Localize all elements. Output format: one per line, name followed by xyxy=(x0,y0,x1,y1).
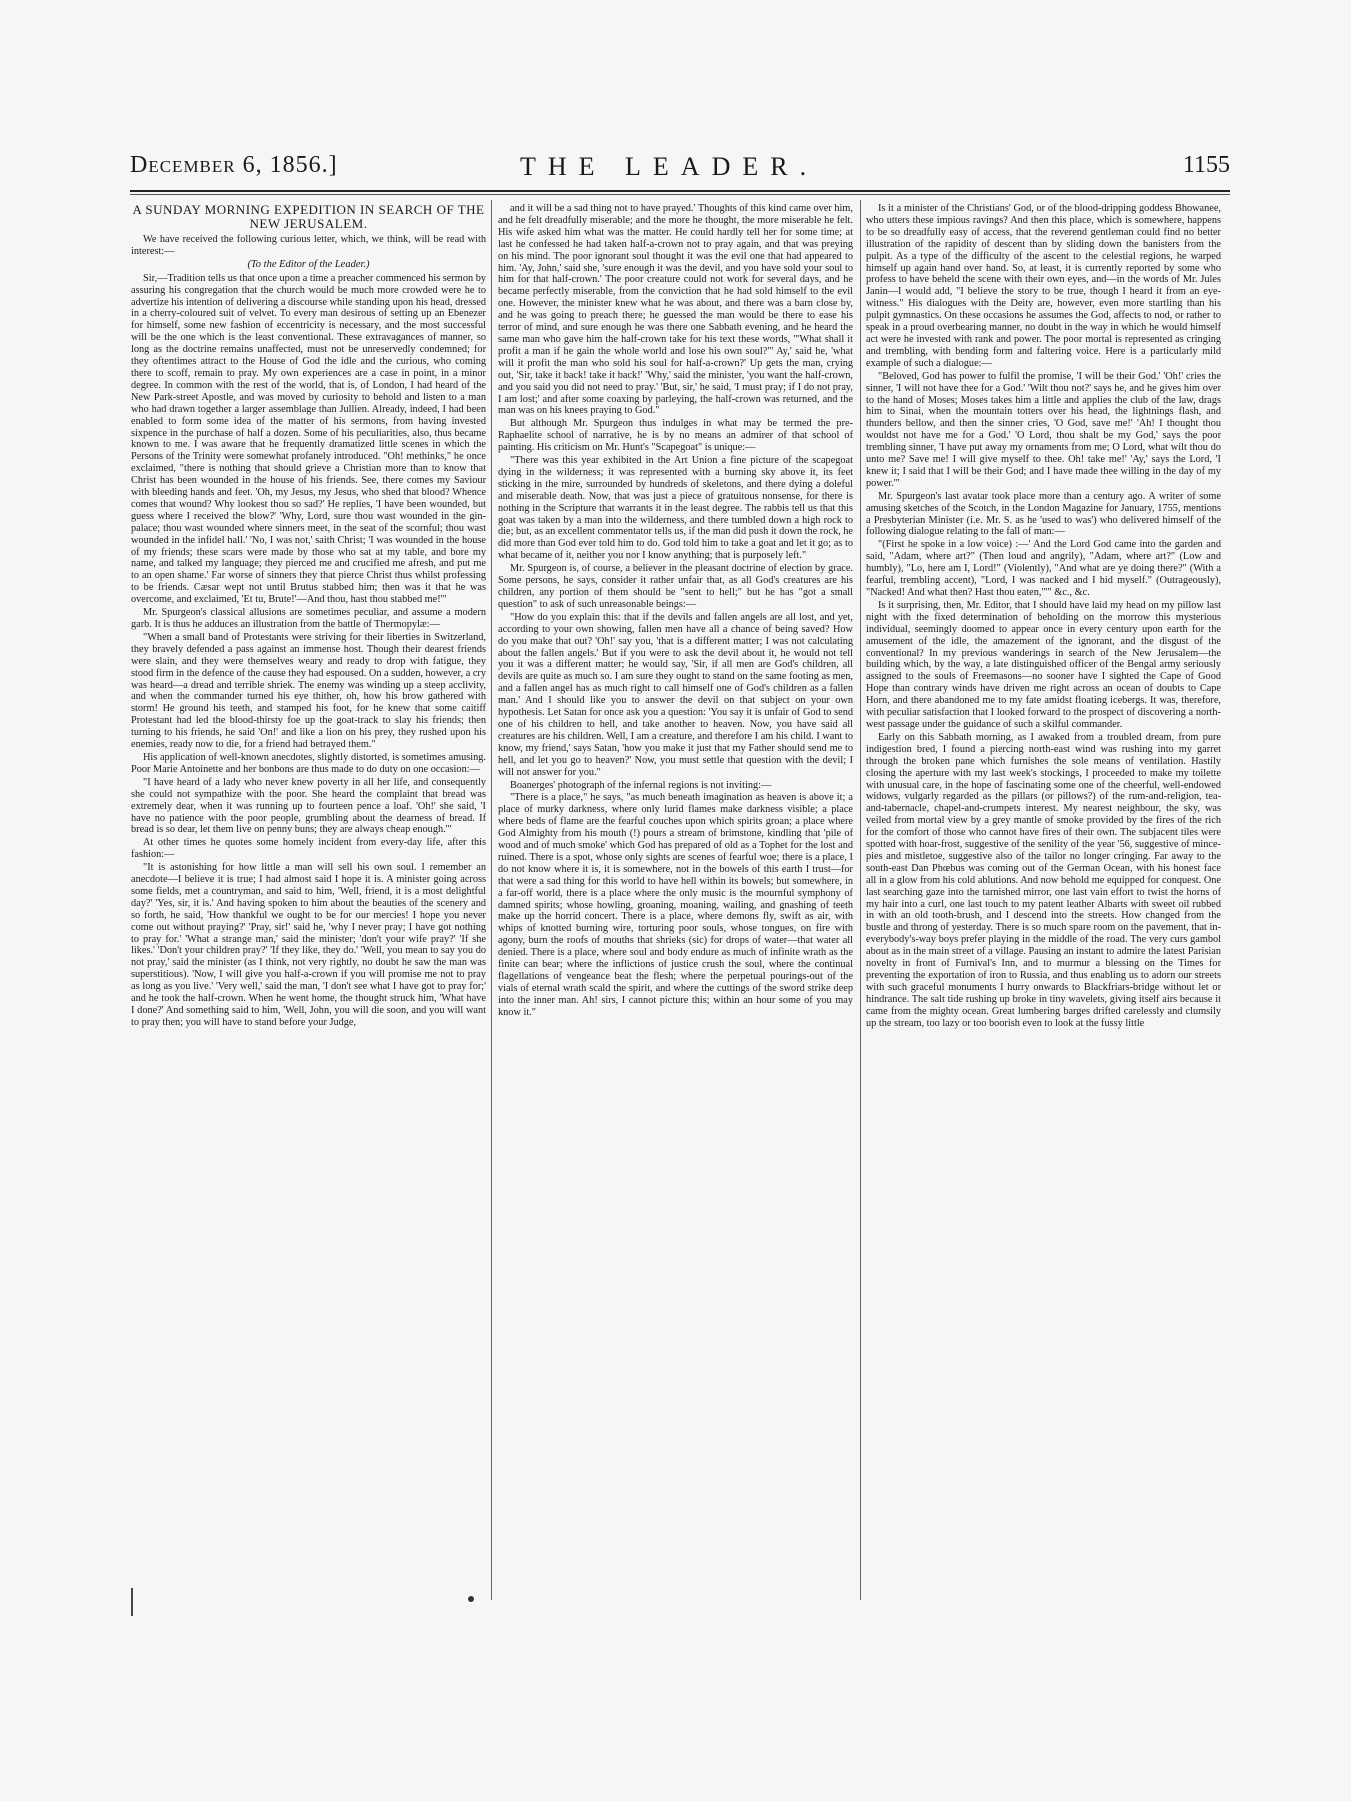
paragraph: Mr. Spurgeon's classical allusions are sometimes peculiar, and assume a modern garb. It is thus he adduces an illustration from the battle of Thermopylæ:— xyxy=(131,607,486,630)
paragraph: Early on this Sabbath morning, as I awaked from a troubled dream, from pure indigestion bred, I found a piercing north-east wind was rushing into my garret through the broken pane which furnishes the sole means of ventilation. Hastily closing the aperture with my last week's stockings, I proceeded to make my toilette with unusual care, in the hope of fascinating some one of the cheerful, well-endowed widows, vulgarly regarded as the pillars (or pillows?) of the rum-and-religion, tea-and-tabernacle, chapel-and-crumpets interest. My nearest neighbour, the sky, was veiled from mortal view by a grey mantle of smoke provided by the fires of the rich for the comfort of those who cannot have fires of their own. The subjacent tiles were spotted with hoar-frost, suggestive of the senility of the year '56, suggestive of mince-pies and mistletoe, suggestive also of the tailor no longer cringing. Far away to the south-east Dan Phœbus was coming out of the German Ocean, with his honest face all in a glow from his cold ablutions. And now behold me equipped for conquest. One last searching gaze into the tarnished mirror, one last vain effort to twist the horns of my hair into a curl, one last touch to my patent leather Albarts with sweet oil rubbed in with an old tooth-brush, and I descend into the streets. How changed from the bustle and throng of yesterday. There is so much spare room on the pavement, that in-everybody's-way boys prefer playing in the middle of the road. The very curs gambol about as in the main street of a village. Pausing an instant to admire the latest Parisian novelty in front of Furnival's Inn, and to murmur a blessing on the Times for preventing the exportation of iron to Russia, and thus enabling us to adorn our streets with such graceful monuments I hurry onwards to Blackfriars-bridge without let or hindrance. The salt tide rushing up broke in tiny wavelets, giving itself airs because it came from the mighty ocean. Great lumbering barges drifted carelessly and clumsily up the stream, too lazy or too boorish even to look at the fussy little xyxy=(866,731,1221,1029)
column-divider xyxy=(860,200,861,1600)
paragraph: "There was this year exhibited in the Art Union a fine picture of the scapegoat dying in the wilderness; it was represented with a burning sky above it, its feet sticking in the mire, surrounded by hundreds of skeletons, and there dying a doleful and miserable death. Now, that was just a piece of gratuitous nonsense, for there is nothing in the Scripture that warrants it in the least degree. The rabbis tell us that this goat was taken by a man into the wilderness, and there tumbled down a high rock to die; but, as an excellent commentator tells us, if the man did push it down the rock, he did more than God ever told him to do. God told him to take a goat and let it go; as to what became of it, neither you nor I know anything; that is purposely left." xyxy=(498,455,853,562)
paragraph: "When a small band of Protestants were striving for their liberties in Switzerland, they bravely defended a pass against an immense host. Though their dearest friends were slain, and they were themselves weary and ready to drop with fatigue, they stood firm in the defence of the cause they had espoused. On a sudden, however, a cry was heard—a dread and terrible shriek. The enemy was winding up a steep acclivity, and when the commander turned his eye thither, oh, how his brow gathered with storm! He ground his teeth, and stamped his foot, for he knew that some caitiff Protestant had led the blood-thirsty foe up the goat-track to slay his friends; then turning to his friends, he said 'On!' and like a lion on his prey, they rushed upon his enemies, ready now to die, for a friend had betrayed them." xyxy=(131,631,486,751)
header-rule xyxy=(130,190,1230,192)
paragraph: Sir,—Tradition tells us that once upon a time a preacher commenced his sermon by assuring his congregation that the church would be much more crowded were he to advertize his intention of delivering a discourse while standing upon his head, dressed in a cherry-coloured suit of velvet. To every man desirous of setting up an Ebenezer for himself, some new fashion of eccentricity is necessary, and the most successful will be the one which is the least conventional. These extravagances of manner, so long as the doctrine remains unaffected, must not be unreservedly condemned; for they oftentimes attract to the House of God the idle and the curious, who coming there to scoff, remain to pray. My own experiences are a case in point, in a minor degree. In common with the rest of the world, that is, of London, I had heard of the New Park-street Apostle, and was moved by curiosity to behold and listen to a man who had drawn together a larger assemblage than Jullien. Already, indeed, I had been enabled to form some idea of the matter of his sermons, from having invested sixpence in the purchase of half a dozen. Some of his peculiarities, also, thus became known to me. I was aware that he frequently dramatized little scenes in which the Persons of the Trinity were somewhat profanely introduced. "Oh! methinks," he once exclaimed, "there is nothing that should grieve a Christian more than to know that Christ has been wounded in the house of his friends. See, there comes my Saviour with bleeding hands and feet. 'Oh, my Jesus, my Jesus, who shed that blood? Whence comes that wound? Why lookest thou so sad?' He replies, 'I have been wounded, but guess where I received the blow?' 'Why, Lord, sure thou wast wounded in the gin-palace; thou wast wounded where sinners meet, in the seat of the scornful; thou wast wounded in the infidel hall.' 'No, I was not,' saith Christ; 'I was wounded in the house of my friends; these scars were made by those who sat at my table, and bore my name, and talked my language; they pierced me and crucified me afresh, and put me to an open shame.' Far worse of sinners they that pierce Christ thus whilst professing to be friends. Cæsar wept not until Brutus stabbed him; then was it that he was overcome, and exclaimed, 'Et tu, Brute!'—And thou, hast thou stabbed me!'" xyxy=(131,272,486,606)
paragraph: "How do you explain this: that if the devils and fallen angels are all lost, and yet, according to your own showing, fallen men have all a chance of being saved? How do you make that out? 'Oh!' say you, 'that is a different matter; I was not calculating about the fallen angels.' But if you were to ask the devil about it, he would not tell you it was a different matter; he would say, 'Sir, if all men are God's children, all devils are quite as much so. I am sure they ought to stand on the same footing as men, and a fallen angel has as much right to call himself one of God's children as a fallen man.' And I should like you to answer the devil on that subject on your own hypothesis. Let Satan for once ask you a question: 'You say it is unfair of God to send one of his children to hell, and take another to heaven. Now, you have said all creatures are his children. Well, I am a creature, and therefore I am his child. I want to know, my friend,' says Satan, 'how you make it just that my Father should send me to hell, and let you go to heaven?' Now, you must settle that question with the devil; I will not answer for you." xyxy=(498,611,853,778)
article-title: A SUNDAY MORNING EXPEDITION IN SEARCH OF THE NEW JERUSALEM. xyxy=(132,203,485,231)
paragraph: At other times he quotes some homely incident from every-day life, after this fashion:— xyxy=(131,837,486,861)
header-rule-thin xyxy=(130,194,1230,195)
column-1 xyxy=(131,203,486,1603)
column-3 xyxy=(866,203,1221,1603)
paragraph: Is it surprising, then, Mr. Editor, that I should have laid my head on my pillow last night with the fixed determination of beholding on the morrow this mysterious individual, seemingly doomed to appear once in every century upon earth for the amusement of the idle, the amazement of the ignorant, and the disgust of the conventional? In my previous wanderings in search of the New Jerusalem—the building which, by the way, a late distinguished officer of the Bengal army seriously assigned to the souls of Freemasons—no sooner have I sighted the Cape of Good Hope than contrary winds have driven me right across an ocean of doubts to Cape Horn, and there abandoned me to my fate amidst floating icebergs. It was, therefore, with peculiar satisfaction that I looked forward to the prospect of discovering a north-west passage under the guidance of such a skilful commander. xyxy=(866,599,1221,730)
ink-mark xyxy=(468,1596,474,1602)
page-header xyxy=(130,150,1230,190)
paragraph: Mr. Spurgeon's last avatar took place more than a century ago. A writer of some amusing sketches of the Scotch, in the London Magazine for January, 1755, mentions a Presbyterian Minister (i.e. Mr. S. as he 'used to was') who delivered himself of the following dialogue relating to the fall of man:— xyxy=(866,490,1221,538)
article-intro: We have received the following curious letter, which, we think, will be read with interest:— xyxy=(131,234,486,257)
paragraph: "Beloved, God has power to fulfil the promise, 'I will be their God.' 'Oh!' cries the sinner, 'I will not have thee for a God.' 'Wilt thou not?' says he, and he gives him over to the hand of Moses; Moses takes him a little and applies the club of the law, drags him to Sinai, when the mountain totters over his head, the lightnings flash, and thunders bellow, and then the sinner cries, 'O God, save me!' 'Ah! I thought thou wouldst not have me for a God.' 'O Lord, thou shalt be my God,' says the poor trembling sinner, 'I have put away my ornaments from me; O Lord, what wilt thou do unto me? Save me! I will give myself to thee. Oh! take me!' 'Ay,' says the Lord, 'I knew it; I said that I will be their God; and I have made thee willing in the day of my power.'" xyxy=(866,370,1221,489)
paragraph: "There is a place," he says, "as much beneath imagination as heaven is above it; a place of murky darkness, where only lurid flames make darkness visible; a place where beds of flame are the fearful couches upon which spirits groan; a place where God Almighty from his mouth (!) pours a stream of brimstone, kindling that 'pile of wood and of much smoke' which God has prepared of old as a Tophet for the lost and ruined. There is a spot, whose only sights are scenes of fearful woe; there is a place, I do not know where it is, it is somewhere, not in the bowels of this earth I trust—for that were a sad thing for this world to have hell within its bowels; but somewhere, in a far-off world, there is a place where the only music is the mournful symphony of damned spirits; whose howling, groaning, moaning, wailing, and gnashing of teeth make up the horrid concert. There is a place, where demons fly, swift as air, with whips of knotted burning wire, torturing poor souls, whose tongues, on fire with agony, burn the roofs of mouths that shrieks (sic) for drops of water—that water all denied. There is a place, where soul and body endure as much of infinite wrath as the finite can bear; where the inflictions of justice crush the soul, where the continual flagellations of vengeance beat the flesh; where the perpetual pourings-out of the vials of eternal wrath scald the spirit, and where the cuttings of the sword strike deep into the inner man. Ah! sirs, I cannot picture this; within an hour some of you may know it." xyxy=(498,792,853,1018)
issue-date: December 6, 1856.] xyxy=(130,152,338,178)
paragraph: Boanerges' photograph of the infernal regions is not inviting:— xyxy=(510,779,772,791)
paragraph: His application of well-known anecdotes, slightly distorted, is sometimes amusing. Poor Marie Antoinette and her bonbons are thus made to do duty on one occasion:— xyxy=(131,751,486,775)
column-divider xyxy=(491,200,492,1600)
column-2 xyxy=(498,203,853,1603)
paragraph: Is it a minister of the Christians' God, or of the blood-dripping goddess Bhowanee, who utters these impious ravings? And then this place, which is somewhere, happens to be so dreadfully easy of access, that the reverend gentleman could find no better illustration of the rapidity of descent than by sliding down the banisters from the pulpit. As a type of the difficulty of the ascent to the celestial regions, he warped himself up again hand over hand. So, at least, it is currently reported by some who profess to have beheld the scene with their own eyes, and—in the words of Mr. Jules Janin—I would add, "I believe the story to be true, though I heard it from an eye-witness." His dialogues with the Deity are, however, even more startling than his pulpit gymnastics. On these occasions he assumes the God, affects to nod, or rather to speak in a proud overbearing manner, no doubt in the way in which he would himself act were he invested with rank and power. The poor mortal is represented as cringing and trembling, with bending form and faltering voice. Here is a particularly mild example of such a dialogue:— xyxy=(866,203,1221,369)
page-number: 1155 xyxy=(1182,152,1230,178)
paragraph: and it will be a sad thing not to have prayed.' Thoughts of this kind came over him, and he felt dreadfully miserable; and the more he thought, the more miserable he felt. His wife asked him what was the matter. He could hardly tell her for some time; at last he confessed he had taken half-a-crown not to pray again, and that was preying on his mind. The poor ignorant soul thought it was the evil one that had appeared to him. 'Ay, John,' said she, 'sure enough it was the devil, and you have sold your soul to him for that half-crown.' The poor creature could not work for several days, and he became perfectly miserable, from the conviction that he had sold himself to the evil one. However, the minister knew what he was about, and there was a barn close by, and he was going to preach there; he guessed the man would be there to ease his terror of mind, and sure enough he was there one Sabbath evening, and he heard the same man who gave him the half-crown take for his text these words, '"What shall it profit a man if he gain the whole world and lose his own soul?"' Ay,' said he, 'what will it profit the man who sold his soul for half-a-crown?' Up gets the man, crying out, 'Sir, take it back! take it back!' 'Why,' said the minister, 'you want the half-crown, and you said you did not need to pray.' 'But, sir,' he said, 'I must pray; if I do not pray, I am lost;' and after some coaxing by parleying, the half-crown was returned, and the man was on his knees praying to God." xyxy=(498,203,853,417)
paragraph: "(First he spoke in a low voice) :—' And the Lord God came into the garden and said, "Adam, where art?" (Then loud and angrily), "Adam, where art?" (Low and humbly), "Lo, here am I, Lord!" (Violently), "And what are ye doing there?" (With a fearful, trembling accent), "Lord, I was nacked and I hid myself." (Outrageously), "Nacked! And what then? Hast thou eaten,"'" &c., &c. xyxy=(866,539,1221,598)
paragraph: But although Mr. Spurgeon thus indulges in what may be termed the pre-Raphaelite school of narrative, he is by no means an admirer of that school of painting. His criticism on Mr. Hunt's "Scapegoat" is unique:— xyxy=(498,418,853,454)
paragraph: "I have heard of a lady who never knew poverty in all her life, and consequently she could not sympathize with the poor. She heard the complaint that bread was extremely dear, when it was running up to fourteen pence a loaf. 'Oh!' she said, 'I have no patience with the poor people, grumbling about the dearness of bread. If bread is so dear, let them live on penny buns; they are always cheap enough.'" xyxy=(131,776,486,836)
margin-bracket xyxy=(131,1588,155,1616)
masthead-title: THE LEADER. xyxy=(520,152,819,181)
paragraph: "It is astonishing for how little a man will sell his own soul. I remember an anecdote—I believe it is true; I had almost said I hope it is. A minister going across some fields, met a countryman, and said to him, 'Well, friend, it is a most delightful day?' 'Yes, sir, it is.' And having spoken to him about the beauties of the scenery and so forth, he said, 'How thankful we ought to be for our mercies! I hope you never come out without praying?' 'Pray, sir!' said he, 'why I never pray; I have got nothing to pray for.' 'What a strange man,' said the minister; 'don't your wife pray?' 'If she likes.' 'Don't your children pray?' 'If they like, they do.' 'Well, you mean to say you do not pray,' said the minister (as I think, not very rightly, no doubt he saw the man was superstitious). 'Now, I will give you half-a-crown if you will promise me not to pray as long as you live.' 'Very well,' said the man, 'I don't see what I have got to pray for;' and he took the half-crown. When he went home, the thought struck him, 'What have I done?' And something said to him, 'Well, John, you will die soon, and you will want to pray then; you will have to stand before your Judge, xyxy=(131,862,486,1028)
editor-line: (To the Editor of the Leader.) xyxy=(247,258,370,270)
paragraph: Mr. Spurgeon is, of course, a believer in the pleasant doctrine of election by grace. Some persons, he says, consider it rather unfair that, as all God's creatures are his children, any portion of them should be "sent to hell;" but he has "got a small question" to ask of such unreasonable beings:— xyxy=(498,563,853,610)
